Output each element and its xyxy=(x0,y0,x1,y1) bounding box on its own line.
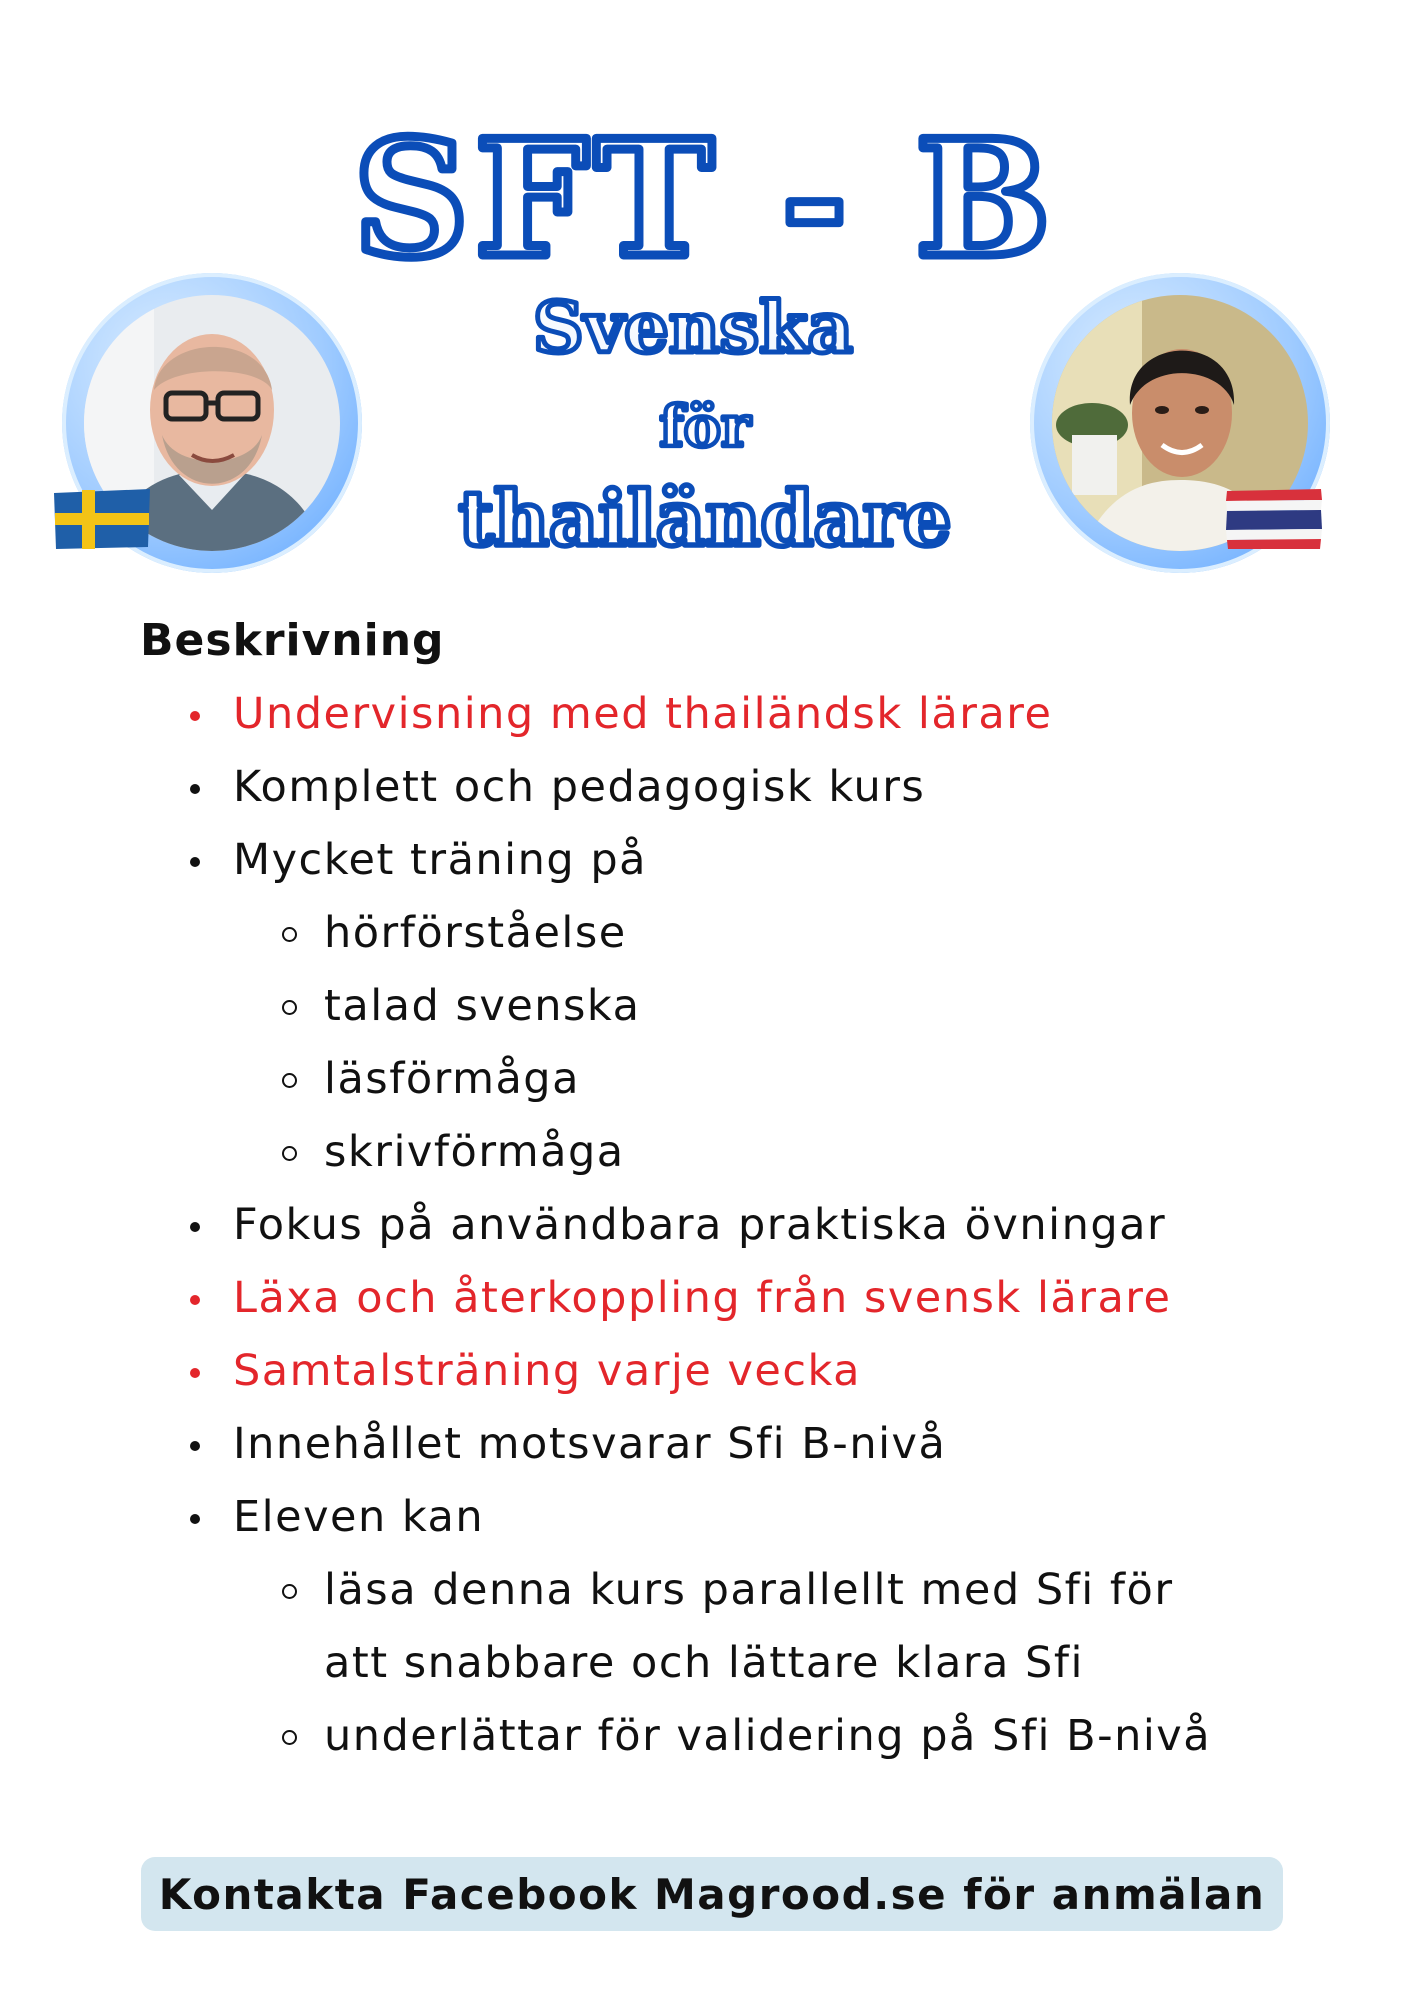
description-list xyxy=(140,678,1300,1773)
description-heading: Beskrivning xyxy=(140,615,445,666)
list-item: Innehållet motsvarar Sfi B-nivå xyxy=(140,1408,1300,1481)
contact-text: Kontakta Facebook Magrood.se för anmälan xyxy=(158,1869,1266,1919)
list-item: Undervisning med thailändsk lärare xyxy=(140,678,1300,751)
sub-list-item xyxy=(233,1554,1300,1700)
list-item: Komplett och pedagogisk kurs xyxy=(140,751,1300,824)
sub-list-item-line: läsa denna kurs parallellt med Sfi för xyxy=(324,1565,1174,1615)
sweden-flag-icon xyxy=(52,487,152,551)
list-item: Fokus på användbara praktiska övningar xyxy=(140,1189,1300,1262)
sub-list-item: läsförmåga xyxy=(233,1043,1300,1116)
sub-list-item-line: att snabbare och lättare klara Sfi xyxy=(324,1638,1084,1688)
sub-list-item: skrivförmåga xyxy=(233,1116,1300,1189)
sub-list-item: talad svenska xyxy=(233,970,1300,1043)
list-item-text: Eleven kan xyxy=(233,1492,485,1542)
description-section xyxy=(140,615,1300,1773)
list-item xyxy=(140,824,1300,1189)
subtitle-line2: för xyxy=(659,394,751,460)
contact-banner xyxy=(141,1857,1283,1931)
sub-list xyxy=(233,1554,1300,1773)
subtitle-line3: thailändare xyxy=(458,474,952,563)
list-item-text: Mycket träning på xyxy=(233,835,647,885)
sub-list xyxy=(233,897,1300,1189)
sub-list-item: underlättar för validering på Sfi B-nivå xyxy=(233,1700,1300,1773)
list-item: Samtalsträning varje vecka xyxy=(140,1335,1300,1408)
list-item: Läxa och återkoppling från svensk lärare xyxy=(140,1262,1300,1335)
list-item xyxy=(140,1481,1300,1773)
thailand-flag-icon xyxy=(1224,487,1324,551)
sub-list-item: hörförståelse xyxy=(233,897,1300,970)
course-title: SFT - B xyxy=(353,105,1057,293)
subtitle-line1: Svenska xyxy=(533,286,853,369)
